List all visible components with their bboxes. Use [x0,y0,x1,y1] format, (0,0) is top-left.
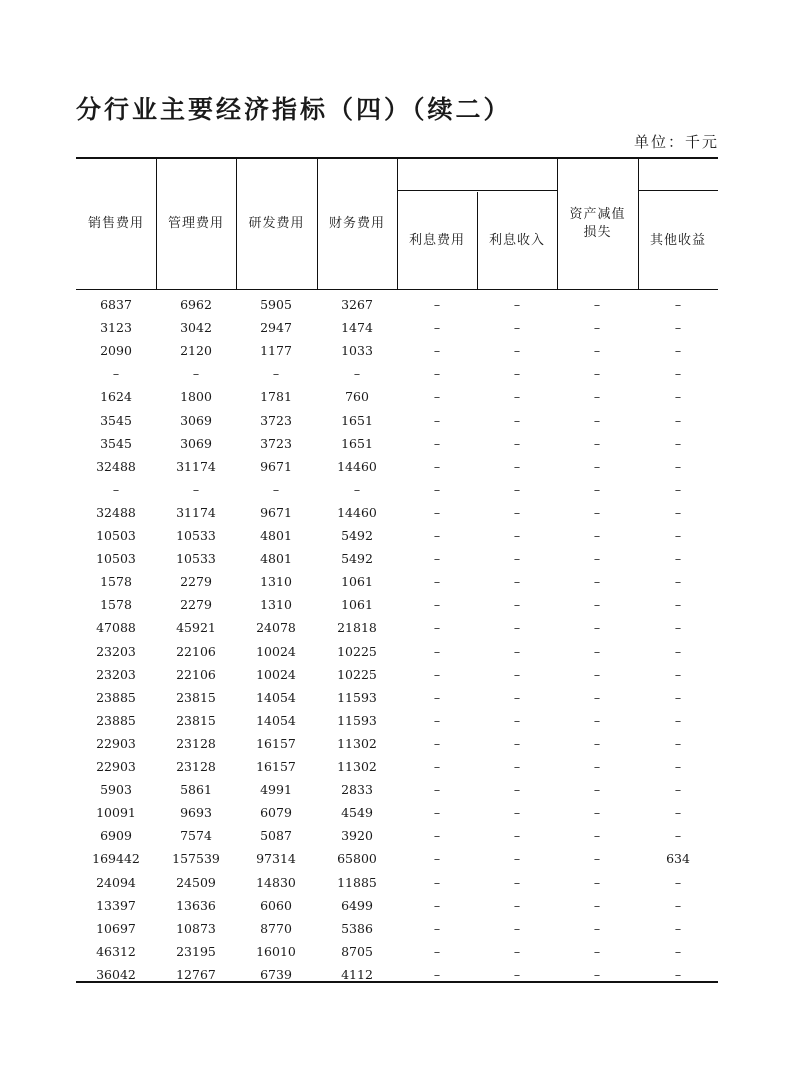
table-cell: – [433,920,441,936]
page-title: 分行业主要经济指标（四）（续二） [76,95,512,124]
table-cell: 3723 [260,412,292,428]
table-cell: 157539 [172,851,220,867]
table-cell: – [674,481,682,497]
table-cell: 16157 [256,759,296,774]
table-cell: 22106 [176,643,216,659]
table-row [76,293,718,316]
table-cell: – [433,643,441,659]
table-cell: 5903 [100,782,132,798]
table-cell: 2090 [100,343,132,359]
table-cell: – [513,643,521,659]
table-cell: 6837 [100,297,132,312]
table-cell: 6739 [260,966,292,982]
table-row [76,824,718,847]
table-cell: – [593,504,601,520]
table-cell: 3042 [180,320,212,336]
table-cell: 10697 [96,920,136,936]
table-bottom-rule [76,981,718,983]
table-cell: – [433,828,441,844]
table-cell: 3069 [180,412,212,428]
table-cell: 47088 [96,620,136,636]
table-row [76,755,718,778]
table-cell: – [674,966,682,982]
table-cell: 4991 [260,782,292,798]
table-cell: 23815 [176,689,216,705]
table-cell: – [674,389,682,405]
table-cell: 10503 [96,528,136,543]
table-cell: 4112 [341,966,373,982]
table-cell: 10873 [176,920,216,936]
table-row [76,455,718,478]
table-cell: 16010 [256,943,296,959]
table-cell: 24094 [96,874,136,890]
table-cell: 4549 [341,805,373,821]
table-cell: – [674,735,682,751]
header-impairment [557,206,638,242]
table-cell: – [433,297,441,312]
table-cell: 1310 [260,597,292,613]
table-cell: 22106 [176,666,216,682]
table-cell: – [593,689,601,705]
table-cell: 10091 [96,805,136,821]
table-cell: 3545 [100,435,132,451]
table-cell: 21818 [337,620,377,636]
header-sales-cost: 销售费用 [87,216,144,231]
table-row [76,316,718,339]
table-cell: – [674,504,682,520]
table-cell: 3723 [260,435,292,451]
table-cell: 22903 [96,735,136,751]
table-cell: 4801 [260,528,292,543]
table-cell: – [433,943,441,959]
table-cell: – [674,297,682,312]
table-cell: – [433,389,441,405]
table-cell: – [513,689,521,705]
table-cell: – [593,782,601,798]
table-cell: – [513,343,521,359]
table-cell: – [433,458,441,474]
table-cell: 10533 [176,551,216,567]
table-cell: 6499 [341,897,373,913]
table-cell: – [353,481,361,497]
table-row [76,385,718,408]
header-interest-income: 利息收入 [488,233,545,248]
header-mgmt-cost: 管理费用 [167,216,224,231]
table-cell: – [112,366,120,382]
table-cell: 1578 [100,597,132,613]
table-cell: 10225 [337,643,377,659]
table-cell: – [433,782,441,798]
table-cell: – [593,343,601,359]
table-cell: 2833 [341,782,373,798]
table-cell: 9671 [260,458,292,474]
table-cell: 1061 [341,597,373,613]
table-cell: – [513,782,521,798]
table-row [76,663,718,686]
table-cell: – [433,412,441,428]
header-fin-cost: 财务费用 [328,216,385,231]
table-row [76,616,718,639]
table-cell: 31174 [176,504,216,520]
table-row [76,362,718,385]
header-divider [397,159,398,289]
table-cell: – [433,805,441,821]
table-cell: 1033 [341,343,373,359]
table-cell: – [433,343,441,359]
table-cell: 5492 [341,528,373,543]
table-cell: 2120 [180,343,212,359]
table-cell: – [272,481,280,497]
table-cell: – [433,897,441,913]
table-cell: 46312 [96,943,136,959]
table-cell: – [593,874,601,890]
table-cell: – [593,320,601,336]
table-cell: – [433,574,441,590]
table-cell: – [433,666,441,682]
table-cell: 2279 [180,597,212,613]
table-cell: – [513,897,521,913]
table-row [76,709,718,732]
table-cell: 1651 [341,412,373,428]
table-cell: 13636 [176,897,216,913]
table-cell: – [513,712,521,728]
table-row [76,478,718,501]
table-cell: 11593 [337,712,377,728]
table-cell: – [674,689,682,705]
table-cell: – [513,966,521,982]
table-cell: – [513,828,521,844]
table-cell: 5087 [260,828,292,844]
table-row [76,593,718,616]
table-cell: – [433,759,441,774]
table-cell: – [433,528,441,543]
table-cell: – [593,528,601,543]
table-cell: – [513,504,521,520]
table-cell: – [593,458,601,474]
table-row [76,801,718,824]
table-row [76,778,718,801]
table-cell: 16157 [256,735,296,751]
table-cell: 14830 [256,874,296,890]
header-interest-cost: 利息费用 [408,233,465,248]
table-cell: – [593,412,601,428]
table-cell: – [513,920,521,936]
table-cell: 23203 [96,643,136,659]
table-cell: 10503 [96,551,136,567]
table-cell: – [513,735,521,751]
table-cell: 1800 [180,389,212,405]
table-cell: 6962 [180,297,212,312]
table-cell: 1474 [341,320,373,336]
table-cell: – [513,389,521,405]
table-cell: – [593,366,601,382]
table-cell: – [674,805,682,821]
table-cell: 24078 [256,620,296,636]
table-cell: – [593,574,601,590]
table-row [76,871,718,894]
table-cell: – [593,897,601,913]
table-cell: 23203 [96,666,136,682]
table-row [76,501,718,524]
table-cell: – [433,366,441,382]
table-cell: – [593,920,601,936]
table-cell: – [593,597,601,613]
table-cell: 3069 [180,435,212,451]
table-cell: – [513,874,521,890]
table-cell: 1624 [100,389,132,405]
table-cell: 13397 [96,897,136,913]
table-cell: – [513,551,521,567]
table-cell: – [513,574,521,590]
table-cell: 1061 [341,574,373,590]
table-cell: 11302 [337,735,377,751]
table-cell: – [593,966,601,982]
table-cell: 14460 [337,504,377,520]
table-cell: 23128 [176,759,216,774]
table-row [76,894,718,917]
table-cell: 65800 [337,851,377,867]
table-cell: – [513,366,521,382]
group-header-rule [638,190,718,191]
table-cell: 11302 [337,759,377,774]
table-cell: – [513,759,521,774]
table-cell: – [433,320,441,336]
table-row [76,640,718,663]
header-other-income: 其他收益 [649,233,706,248]
table-cell: 4801 [260,551,292,567]
table-cell: – [593,643,601,659]
table-cell: 3267 [341,297,373,312]
table-cell: – [593,851,601,867]
table-row [76,847,718,870]
header-impairment-line1: 资产减值 [569,207,626,222]
table-row [76,732,718,755]
table-cell: – [674,828,682,844]
table-cell: 23195 [176,943,216,959]
table-cell: – [433,966,441,982]
table-cell: 23815 [176,712,216,728]
table-cell: – [353,366,361,382]
table-cell: 6060 [260,897,292,913]
table-cell: – [674,943,682,959]
table-cell: 3123 [100,320,132,336]
table-cell: 3920 [341,828,373,844]
table-cell: – [513,620,521,636]
table-cell: – [674,874,682,890]
table-cell: – [593,620,601,636]
table-cell: – [593,735,601,751]
table-cell: – [674,458,682,474]
table-cell: 22903 [96,759,136,774]
table-cell: – [674,574,682,590]
table-cell: 10024 [256,666,296,682]
table-cell: – [593,481,601,497]
header-divider [638,159,639,289]
table-row [76,547,718,570]
table-cell: 1177 [260,343,292,359]
table-row [76,524,718,547]
table-cell: – [674,712,682,728]
table-cell: – [112,481,120,497]
table-row [76,686,718,709]
table-cell: 5905 [260,297,292,312]
table-cell: – [593,759,601,774]
table-cell: – [433,597,441,613]
header-bottom-rule [76,289,718,290]
table-cell: 14054 [256,689,296,705]
table-cell: – [674,782,682,798]
table-cell: – [513,297,521,312]
table-cell: 31174 [176,458,216,474]
table-cell: 2947 [260,320,292,336]
table-cell: – [513,943,521,959]
table-cell: 45921 [176,620,216,636]
table-cell: – [433,874,441,890]
table-cell: 14460 [337,458,377,474]
table-cell: – [674,551,682,567]
table-cell: 9671 [260,504,292,520]
table-row [76,339,718,362]
table-row [76,940,718,963]
table-cell: – [513,805,521,821]
table-cell: – [433,689,441,705]
table-cell: 10533 [176,528,216,543]
table-cell: 23128 [176,735,216,751]
table-cell: – [593,551,601,567]
table-cell: 7574 [180,828,212,844]
table-cell: 3545 [100,412,132,428]
table-cell: 1651 [341,435,373,451]
table-cell: 1781 [260,389,292,405]
unit-label: 单位：千元 [633,133,719,151]
table-cell: 5386 [341,920,373,936]
table-cell: – [674,412,682,428]
table-cell: – [674,666,682,682]
table-cell: 23885 [96,712,136,728]
table-cell: 169442 [92,851,140,867]
table-cell: 23885 [96,689,136,705]
table-cell: – [593,389,601,405]
table-cell: 11593 [337,689,377,705]
table-cell: 14054 [256,712,296,728]
table-cell: 6909 [100,828,132,844]
table-cell: – [513,851,521,867]
table-cell: – [674,759,682,774]
table-cell: – [674,620,682,636]
table-cell: – [674,320,682,336]
header-rnd-cost: 研发费用 [248,216,305,231]
table-cell: – [513,666,521,682]
table-cell: 9693 [180,805,212,821]
table-cell: – [433,481,441,497]
table-cell: 10225 [337,666,377,682]
table-cell: 11885 [337,874,377,890]
table-cell: – [433,551,441,567]
table-cell: – [433,504,441,520]
table-cell: 8705 [341,943,373,959]
table-cell: – [593,828,601,844]
table-cell: 634 [666,851,690,867]
table-cell: 10024 [256,643,296,659]
table-cell: 1578 [100,574,132,590]
table-cell: – [674,643,682,659]
table-cell: – [433,712,441,728]
table-cell: 32488 [96,458,136,474]
table-cell: – [433,620,441,636]
table-cell: – [192,366,200,382]
table-cell: – [593,943,601,959]
table-cell: – [433,851,441,867]
table-cell: 1310 [260,574,292,590]
table-cell: – [674,920,682,936]
table-cell: 32488 [96,504,136,520]
table-cell: 6079 [260,805,292,821]
table-cell: – [593,666,601,682]
table-cell: 24509 [176,874,216,890]
table-cell: – [513,528,521,543]
table-cell: – [674,435,682,451]
table-cell: – [593,712,601,728]
table-cell: – [674,597,682,613]
table-cell: 760 [345,389,369,405]
table-row [76,432,718,455]
table-cell: – [433,435,441,451]
table-cell: – [513,458,521,474]
table-cell: – [593,805,601,821]
header-impairment-line2: 损失 [583,225,612,240]
table-cell: 12767 [176,966,216,982]
table-cell: – [674,897,682,913]
table-row [76,570,718,593]
table-row [76,917,718,940]
table-cell: – [593,435,601,451]
table-cell: – [513,481,521,497]
table-cell: – [192,481,200,497]
table-cell: – [433,735,441,751]
table-row [76,409,718,432]
group-header-rule [397,190,557,191]
table-cell: – [513,412,521,428]
table-cell: 5492 [341,551,373,567]
table-cell: – [513,435,521,451]
table-cell: – [674,343,682,359]
table-cell: – [513,320,521,336]
table-cell: – [674,366,682,382]
table-cell: – [674,528,682,543]
table-cell: 5861 [180,782,212,798]
table-cell: – [513,597,521,613]
table-cell: 8770 [260,920,292,936]
table-cell: 2279 [180,574,212,590]
table-cell: – [593,297,601,312]
table-cell: 97314 [256,851,296,867]
table-cell: 36042 [96,966,136,982]
table-cell: – [272,366,280,382]
